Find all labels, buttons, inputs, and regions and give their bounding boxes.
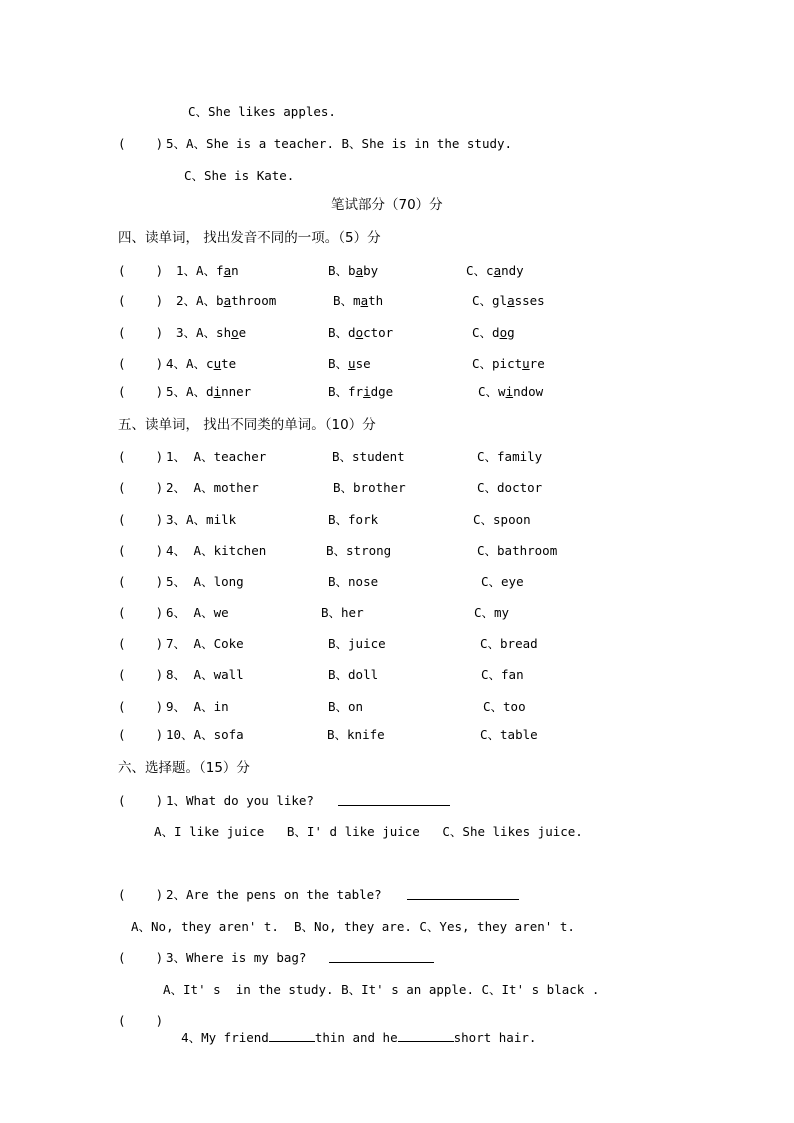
underlined-letter: a — [493, 263, 502, 278]
underlined-letter: u — [522, 356, 530, 371]
option-b: B、doll — [328, 667, 379, 682]
option-b: B、juice — [328, 636, 386, 651]
section4-title: 四、读单词， 找出发音不同的一项。（5）分 — [118, 230, 381, 246]
option-a: 7、 A、Coke — [166, 636, 244, 651]
option-text: B、m — [333, 293, 361, 308]
underlined-letter: o — [499, 325, 508, 340]
option-b: B、her — [321, 605, 364, 620]
option-c: C、doctor — [477, 480, 543, 495]
option-a: 1、 A、teacher — [166, 449, 267, 464]
underlined-letter: a — [355, 263, 364, 278]
option-text: g — [507, 325, 515, 340]
underlined-letter: a — [507, 293, 515, 308]
option-text: C、w — [478, 384, 506, 399]
option-text: e — [238, 325, 247, 340]
option-a: 4、 A、kitchen — [166, 543, 267, 558]
option-text: se — [355, 356, 371, 371]
option-c — [472, 293, 545, 309]
option-c: C、bread — [480, 636, 538, 651]
option-a — [176, 263, 239, 279]
underlined-letter: i — [363, 384, 371, 399]
option-b: B、fork — [328, 512, 379, 527]
option-a — [166, 384, 251, 400]
answer-blank[interactable] — [407, 887, 519, 900]
option-b — [328, 384, 393, 400]
option-text: dge — [370, 384, 394, 399]
option-b: B、nose — [328, 574, 379, 589]
option-c — [472, 356, 545, 372]
option-c: C、my — [474, 605, 510, 620]
option-text: throom — [231, 293, 277, 308]
answer-paren[interactable]: ( ) — [118, 727, 164, 742]
option-c — [478, 384, 543, 400]
option-c — [472, 325, 515, 341]
answer-paren[interactable]: ( ) — [118, 136, 164, 151]
section5-title: 五、读单词， 找出不同类的单词。（10）分 — [118, 417, 376, 433]
option-b: B、on — [328, 699, 364, 714]
question-text — [166, 1013, 536, 1046]
option-a: 10、A、sofa — [166, 727, 244, 742]
option-text: re — [529, 356, 545, 371]
option-b — [328, 325, 393, 341]
underlined-letter: i — [213, 384, 222, 399]
answer-paren[interactable]: ( ) — [118, 449, 164, 464]
answer-paren[interactable]: ( ) — [118, 574, 164, 589]
option-text: 5、A、d — [166, 384, 214, 399]
underlined-letter: u — [348, 356, 356, 371]
option-b — [333, 293, 383, 309]
option-text: C、gl — [472, 293, 508, 308]
option-a: 3、A、milk — [166, 512, 237, 527]
underlined-letter: o — [231, 325, 239, 340]
option-text: B、b — [328, 263, 356, 278]
answer-paren[interactable]: ( ) — [118, 887, 164, 902]
answer-paren[interactable]: ( ) — [118, 699, 164, 714]
answer-paren[interactable]: ( ) — [118, 263, 164, 278]
option-b — [328, 263, 378, 279]
answer-paren[interactable]: ( ) — [118, 384, 164, 399]
underlined-letter: a — [360, 293, 369, 308]
answer-paren[interactable]: ( ) — [118, 636, 164, 651]
answer-blank[interactable] — [398, 1029, 454, 1042]
option-text: 4、A、c — [166, 356, 214, 371]
option-text: C、She is Kate. — [184, 168, 295, 183]
underlined-letter: o — [355, 325, 364, 340]
option-text: C、She likes apples. — [188, 104, 336, 119]
section6-title: 六、选择题。（15）分 — [118, 760, 250, 776]
question-text-part: short hair. — [453, 1030, 537, 1045]
option-b: B、strong — [326, 543, 392, 558]
option-a — [176, 325, 246, 341]
answer-blank[interactable] — [338, 793, 450, 806]
option-text: th — [368, 293, 384, 308]
answer-paren[interactable]: ( ) — [118, 1013, 164, 1028]
option-c — [466, 263, 524, 279]
option-b: B、brother — [333, 480, 406, 495]
option-text: B、d — [328, 325, 356, 340]
answer-paren[interactable]: ( ) — [118, 325, 164, 340]
option-text: 2、A、b — [176, 293, 224, 308]
options-text: A、No, they aren' t. B、No, they are. C、Yes, they aren' t. — [131, 919, 575, 934]
options-text: A、It' s in the study. B、It' s an apple. C、It' s black . — [163, 982, 600, 997]
option-b: B、student — [332, 449, 405, 464]
option-a: 9、 A、in — [166, 699, 229, 714]
option-text: nner — [221, 384, 252, 399]
option-text: ndy — [501, 263, 524, 278]
option-a — [176, 293, 276, 309]
option-text: B、fr — [328, 384, 364, 399]
answer-paren[interactable]: ( ) — [118, 480, 164, 495]
option-c: C、spoon — [473, 512, 531, 527]
option-text: by — [363, 263, 379, 278]
option-b: B、knife — [327, 727, 385, 742]
answer-paren[interactable]: ( ) — [118, 605, 164, 620]
option-a: 5、 A、long — [166, 574, 244, 589]
option-text: C、d — [472, 325, 500, 340]
option-a: 8、 A、wall — [166, 667, 244, 682]
options-text: A、I like juice B、I' d like juice C、She likes juice. — [154, 824, 583, 839]
option-a — [166, 356, 236, 372]
answer-paren[interactable]: ( ) — [118, 356, 164, 371]
option-text: C、pict — [472, 356, 523, 371]
question-text: 3、Where is my bag? — [166, 950, 307, 965]
section-header: 笔试部分（70）分 — [331, 197, 443, 213]
option-c: C、eye — [481, 574, 524, 589]
answer-paren[interactable]: ( ) — [118, 512, 164, 527]
question-text-part: thin and he — [314, 1030, 398, 1045]
question-text: 2、Are the pens on the table? — [166, 887, 382, 902]
option-b — [328, 356, 371, 372]
option-text: C、c — [466, 263, 494, 278]
underlined-letter: u — [213, 356, 222, 371]
option-c: C、family — [477, 449, 543, 464]
option-text: B、 — [328, 356, 349, 371]
option-text: n — [231, 263, 239, 278]
question-text-part: 4、My friend — [181, 1030, 269, 1045]
question-text: 1、What do you like? — [166, 793, 314, 808]
option-text: 3、A、sh — [176, 325, 232, 340]
option-text: 1、A、f — [176, 263, 224, 278]
option-c: C、too — [483, 699, 526, 714]
option-c: C、bathroom — [477, 543, 558, 558]
option-c: C、table — [480, 727, 538, 742]
underlined-letter: a — [223, 263, 232, 278]
option-a: 6、 A、we — [166, 605, 229, 620]
option-a: 2、 A、mother — [166, 480, 259, 495]
answer-paren[interactable]: ( ) — [118, 950, 164, 965]
answer-paren[interactable]: ( ) — [118, 793, 164, 808]
answer-blank[interactable] — [269, 1029, 315, 1042]
option-text: ndow — [513, 384, 544, 399]
option-text: sses — [514, 293, 545, 308]
answer-paren[interactable]: ( ) — [118, 667, 164, 682]
option-text: te — [221, 356, 237, 371]
underlined-letter: i — [505, 384, 514, 399]
underlined-letter: a — [223, 293, 232, 308]
question-text: 5、A、She is a teacher. B、She is in the study. — [166, 136, 513, 151]
answer-paren[interactable]: ( ) — [118, 293, 164, 308]
answer-blank[interactable] — [329, 950, 434, 963]
option-c: C、fan — [481, 667, 524, 682]
option-text: ctor — [363, 325, 394, 340]
answer-paren[interactable]: ( ) — [118, 543, 164, 558]
